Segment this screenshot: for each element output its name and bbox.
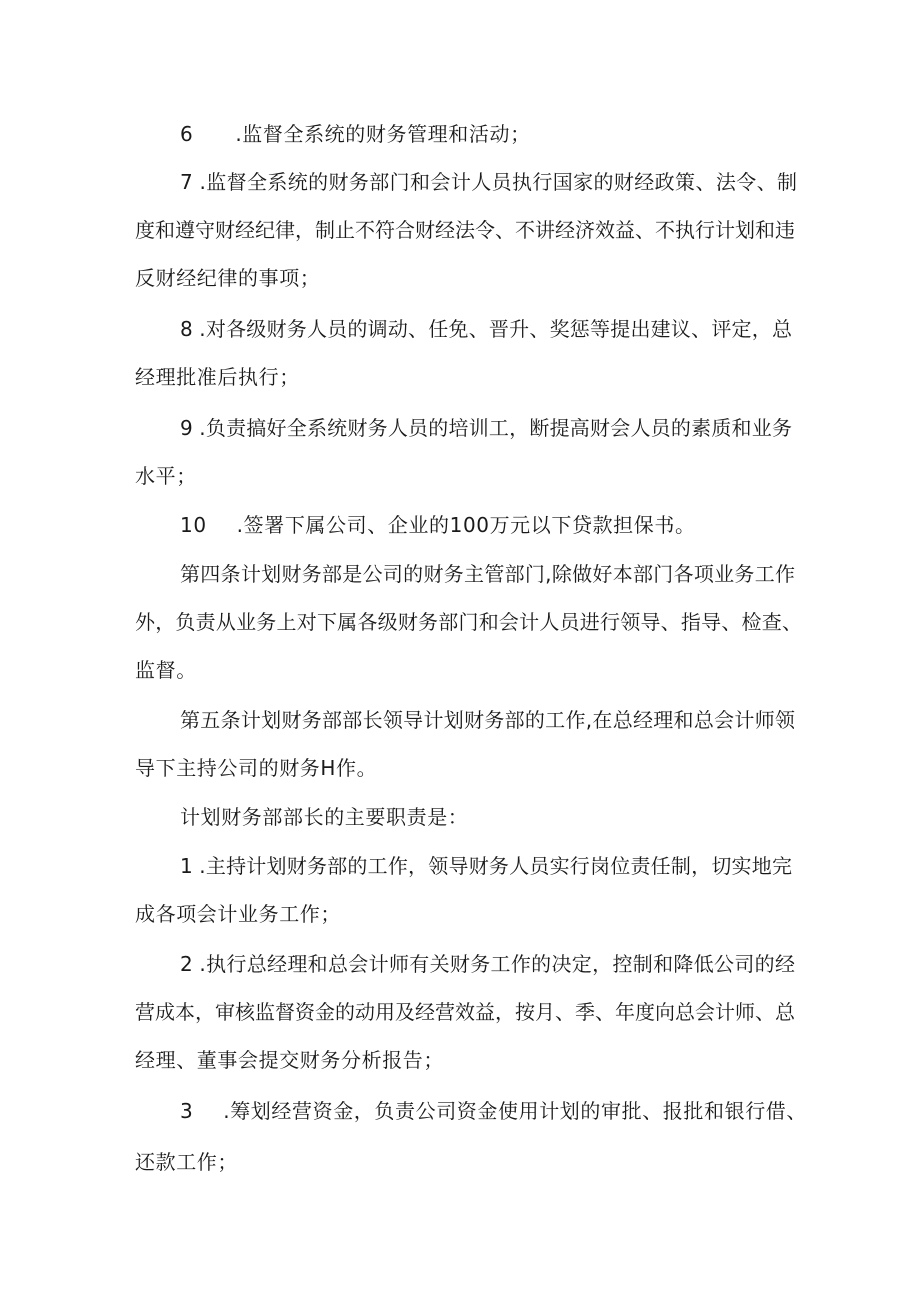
- item-6: [180, 122, 531, 146]
- item-number: 10: [180, 513, 207, 537]
- article-5-line-2: 导下主持公司的财务H作。: [135, 756, 378, 780]
- item-10: [180, 513, 696, 537]
- duty-3-line-2: 还款工作；: [135, 1150, 238, 1174]
- item-7-line-2: 度和遵守财经纪律，制止不符合财经法令、不讲经济效益、不执行计划和违: [135, 218, 795, 242]
- item-9-line-1: 9 .负责搞好全系统财务人员的培训工，断提高财会人员的素质和业务: [180, 416, 792, 440]
- item-number: 3: [180, 1099, 194, 1123]
- item-8-line-1: 8 .对各级财务人员的调动、任免、晋升、奖惩等提出建议、评定，总: [180, 317, 792, 341]
- duty-2-line-1: 2 .执行总经理和总会计师有关财务工作的决定，控制和降低公司的经: [180, 952, 795, 976]
- duty-2-line-3: 经理、董事会提交财务分析报告；: [135, 1048, 444, 1072]
- item-9-line-2: 水平；: [135, 464, 197, 488]
- item-text: .筹划经营资金，负责公司资金使用计划的审批、报批和银行借、: [223, 1099, 807, 1123]
- item-7-line-1: 7 .监督全系统的财务部门和会计人员执行国家的财经政策、法令、制: [180, 170, 797, 194]
- duty-3-line-1: [180, 1099, 807, 1123]
- duty-1-line-1: 1 .主持计划财务部的工作，领导财务人员实行岗位责任制，切实地完: [180, 854, 792, 878]
- article-4-line-1: 第四条计划财务部是公司的财务主管部门,除做好本部门各项业务工作: [180, 562, 795, 586]
- article-4-line-2: 外，负责从业务上对下属各级财务部门和会计人员进行领导、指导、检查、: [135, 610, 802, 634]
- item-7-line-3: 反财经纪律的事项；: [135, 266, 321, 290]
- article-5-line-1: 第五条计划财务部部长领导计划财务部的工作,在总经理和总会计师领: [180, 708, 795, 732]
- duty-2-line-2: 营成本，审核监督资金的动用及经营效益，按月、季、年度向总会计师、总: [135, 1000, 795, 1024]
- item-8-line-2: 经理批准后执行；: [135, 365, 300, 389]
- duty-1-line-2: 成各项会计业务工作；: [135, 902, 341, 926]
- item-number: 6: [180, 122, 194, 146]
- item-text: .签署下属公司、企业的100万元以下贷款担保书。: [236, 513, 696, 537]
- duties-heading: 计划财务部部长的主要职责是：: [180, 805, 469, 829]
- item-text: .监督全系统的财务管理和活动；: [235, 122, 531, 146]
- article-4-line-3: 监督。: [135, 658, 197, 682]
